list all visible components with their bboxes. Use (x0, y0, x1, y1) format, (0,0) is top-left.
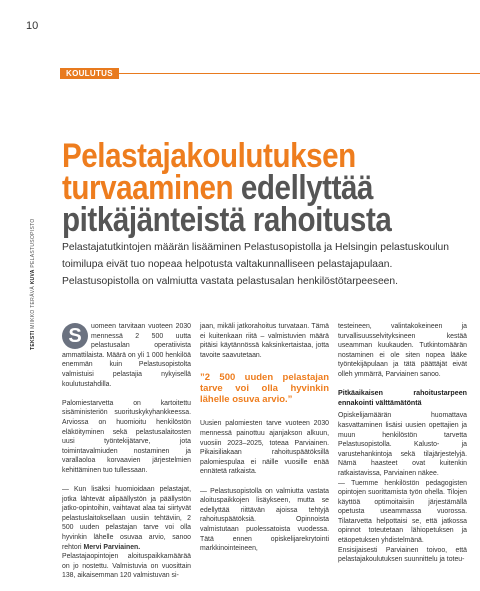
section-rule (60, 73, 480, 74)
credit-photo-label: KUVA (30, 269, 36, 285)
col2-paragraph-1: jaan, mikäli jatkorahoitus turvataan. Tämä ei kuitenkaan riitä – valmistuvien määrä pitäisi käytännössä kaksinkertaistaa, jotta tavoite saavutetaan. (200, 323, 329, 359)
credits (30, 218, 40, 360)
headline-line1: Pelastajakoulutuksen (62, 137, 356, 175)
col1-paragraph-1 (62, 322, 191, 389)
credit-photo-value: PELASTUSOPISTO (30, 218, 36, 268)
headline-line2-orange: turvaaminen (62, 169, 234, 207)
credit-text-label: TEKSTI (30, 330, 36, 350)
col3-paragraph-4: Ensisijaisesti Parviainen toivoo, että pelastajakoulutuksen suunnittelu ja toteu- (338, 546, 467, 564)
subheading: Pitkäaikaisen rahoitustarpeen ennakointi välttämätöntä (338, 389, 467, 407)
column-3 (338, 322, 467, 574)
person-name: Mervi Parviainen. (83, 543, 141, 551)
col2-paragraph-3: — Pelastusopistolla on valmiutta vastata aloituspaikkojen lisäykseen, mutta se edellyttää riittävän ajoissa tehtyjä rahoituspäätöksiä. Opinnoista valmistutaan puolessatoista vuodessa. Tätä ennen opiskelijarekrytointi markkinointeineen, (200, 487, 329, 553)
col3-paragraph-2: Opiskelijamäärän huomattava kasvattaminen lisäisi uusien opettajien ja muun henkilöstön tarvetta Pelastusopistolla. Kalusto- ja varustehankintoja sekä tilajärjestelyjä. Nämä haasteet ovat kuitenkin ratkaistavissa, Parviainen näkee. (338, 412, 467, 477)
col1-paragraph-3 (62, 485, 191, 552)
col1-paragraph-4: Pelastajaopintojen aloituspaikkamäärää on jo nostettu. Valmistuvia on vuosittain 138, aikaisemman 120 valmistuvan si- (62, 553, 191, 580)
pull-quote: ”2 500 uuden pelastajan tarve voi olla hyvinkin lähelle osuva arvio.” (200, 372, 329, 406)
col1-paragraph-2: Palomiestarvetta on kartoitettu sisäministeriön suorituskykyhankkeessa. Arviossa on huomioitu henkilöstön eläköityminen sekä pelastusalaitosten uusi työntekijätarve, jota toimintavalmiuden nostaminen ja varallaoloa korvaavien järjestelmien kehittäminen tuo tullessaan. (62, 399, 191, 474)
lead-paragraph: Pelastajatutkintojen määrän lisääminen Pelastusopistolla ja Helsingin pelastuskoulun toimilupa eivät tuo nopeaa helpotusta valtakunnalliseen pelastajapulaan. Pelastusopistolla on valmiutta vastata pelastusalan henkilöstötarpeeseen. (62, 242, 449, 287)
headline-line3: pitkäjänteistä rahoitusta (62, 201, 392, 239)
credits-text (30, 218, 36, 350)
column-1 (62, 322, 191, 591)
headline-line2-gray: edellyttää (233, 169, 374, 207)
headline (62, 137, 419, 239)
section-bar (40, 68, 480, 79)
column-2 (200, 322, 329, 563)
page-number: 10 (26, 20, 39, 32)
col1-p3-text: — Kun lisäksi huomioidaan pelastajat, jotka lähtevät alipäällystön ja päällystön jatko-opintoihin, vaihtavat alaa tai siirtyvät pelastuslaitoksellaan uusiin tehtäviin, 2 500 uuden pelastajan tarve voi olla hyvinkin lähelle osuvaa arvio, sanoo rehtori (62, 486, 191, 551)
dropcap: S (62, 323, 88, 349)
col1-p1-text: uomeen tarvitaan vuoteen 2030 mennessä 2 500 uutta pelastusalan operatiivista ammattilaista. Määrä on yli 1 000 henkilöä enemmän kuin Pelastusopistolta valmistuisi pelastajia nykyisellä koulutustahdilla. (62, 323, 191, 388)
credit-text-value: MIIKKO TERÄVÄ (30, 285, 36, 329)
col2-paragraph-2: Uusien palomiesten tarve vuoteen 2030 mennessä painottuu ajanjakson alkuun, vuosiin 2023–2025, toteaa Parviainen. Pikaisiliakaan rahoituspäätöksillä palomiespulaa ei näille vuosille enää ennätetä ratkaista. (200, 420, 329, 476)
col3-paragraph-3: — Tuemme henkilöstön pedagogisten opintojen suorittamista työn ohella. Tilojen käyttöä optimoitaisiin järjestämällä opetusta useammassa vuorossa. Tilatarvetta helpottaisi se, että jatkossa opinnot toteutetaan lähiopetuksen ja etäopetuksen yhdistelmänä. (338, 479, 467, 545)
col3-paragraph-1: testeineen, valintakokeineen ja turvallisuusselvityksineen kestää useamman kuukauden. Tutkintomäärän nostaminen ei ole siten nopea lääke työntekijäpulaan ja tätä päättäjät eivät olleh ymmärrä, Parviainen sanoo. (338, 323, 467, 378)
section-tag: KOULUTUS (60, 68, 119, 79)
